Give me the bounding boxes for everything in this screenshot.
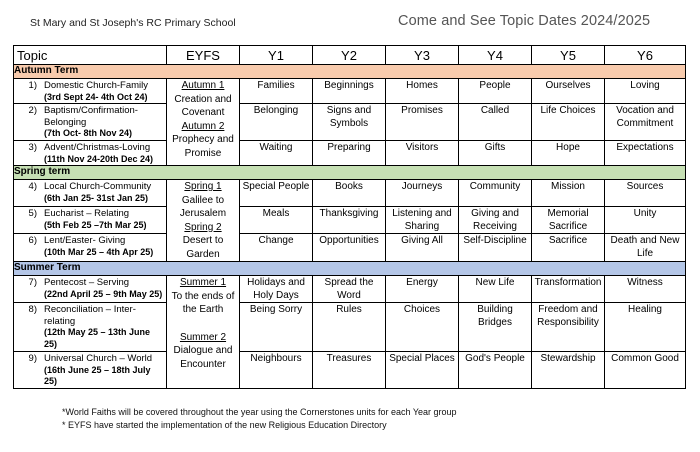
topic-cell xyxy=(14,180,167,207)
table-cell: Called xyxy=(459,104,532,141)
school-name: St Mary and St Joseph's RC Primary School xyxy=(30,17,236,29)
topic-name: Pentecost – Serving xyxy=(44,277,130,288)
col-y2: Y2 xyxy=(313,46,386,65)
table-cell: Treasures xyxy=(313,352,386,389)
table-cell: Beginnings xyxy=(313,79,386,104)
table-cell: Community xyxy=(459,180,532,207)
table-cell: Life Choices xyxy=(532,104,605,141)
col-y1: Y1 xyxy=(240,46,313,65)
topic-dates-table xyxy=(13,45,686,389)
topic-number: 4) xyxy=(28,181,37,192)
table-cell: Listening and Sharing xyxy=(386,207,459,234)
eyfs-unit-text: Galilee to Jerusalem xyxy=(179,194,227,219)
table-cell: Signs and Symbols xyxy=(313,104,386,141)
topic-number: 7) xyxy=(28,277,37,288)
table-cell: Vocation and Commitment xyxy=(605,104,686,141)
topic-name: Universal Church – World xyxy=(44,353,153,364)
table-cell: Waiting xyxy=(240,141,313,166)
table-cell: Books xyxy=(313,180,386,207)
topic-cell xyxy=(14,207,167,234)
table-cell: Transformation xyxy=(532,276,605,303)
table-cell: Special People xyxy=(240,180,313,207)
table-cell: Opportunities xyxy=(313,234,386,262)
col-y3: Y3 xyxy=(386,46,459,65)
eyfs-cell xyxy=(167,79,240,166)
table-cell: Energy xyxy=(386,276,459,303)
topic-cell xyxy=(14,104,167,141)
table-cell: Belonging xyxy=(240,104,313,141)
eyfs-unit-label: Spring 1 xyxy=(184,181,222,192)
topic-dates: (11th Nov 24-20th Dec 24) xyxy=(44,153,154,164)
topic-name: Advent/Christmas-Loving xyxy=(44,142,151,153)
table-cell: Gifts xyxy=(459,141,532,166)
topic-number: 8) xyxy=(28,304,37,315)
footnote: * EYFS have started the implementation of the new Religious Education Directory xyxy=(62,420,387,430)
eyfs-cell xyxy=(167,276,240,389)
table-cell: Self-Discipline xyxy=(459,234,532,262)
col-topic: Topic xyxy=(14,46,167,65)
table-cell: Homes xyxy=(386,79,459,104)
term-label: Summer Term xyxy=(14,262,686,276)
topic-cell xyxy=(14,234,167,262)
table-cell: Neighbours xyxy=(240,352,313,389)
topic-name: Local Church-Community xyxy=(44,181,152,192)
topic-name: Domestic Church-Family xyxy=(44,80,148,91)
table-cell: New Life xyxy=(459,276,532,303)
table-row xyxy=(14,276,686,303)
table-cell: Ourselves xyxy=(532,79,605,104)
table-cell: Promises xyxy=(386,104,459,141)
table-cell: Unity xyxy=(605,207,686,234)
col-y6: Y6 xyxy=(605,46,686,65)
topic-dates: (10th Mar 25 – 4th Apr 25) xyxy=(44,246,154,257)
topic-cell xyxy=(14,352,167,389)
eyfs-unit-label: Summer 2 xyxy=(179,331,227,343)
term-row-summer xyxy=(14,262,686,276)
table-cell: Stewardship xyxy=(532,352,605,389)
table-cell: Journeys xyxy=(386,180,459,207)
topic-dates: (6th Jan 25- 31st Jan 25) xyxy=(44,192,149,203)
footnotes xyxy=(62,406,457,432)
topic-name: Reconciliation – Inter-relating xyxy=(44,304,136,327)
topic-dates: (5th Feb 25 –7th Mar 25) xyxy=(44,219,147,230)
table-row xyxy=(14,141,686,166)
topic-dates: (22nd April 25 – 9th May 25) xyxy=(44,288,163,299)
topic-number: 1) xyxy=(28,80,37,91)
table-cell: Expectations xyxy=(605,141,686,166)
table-cell: Special Places xyxy=(386,352,459,389)
table-cell: Common Good xyxy=(605,352,686,389)
table-cell: People xyxy=(459,79,532,104)
col-y4: Y4 xyxy=(459,46,532,65)
eyfs-unit-label: Autumn 1 xyxy=(181,80,225,91)
header-row xyxy=(14,46,686,65)
footnote: *World Faiths will be covered throughout the year using the Cornerstones units for each Year group xyxy=(62,407,457,417)
topic-dates: (7th Oct- 8th Nov 24) xyxy=(44,128,133,138)
topic-number: 3) xyxy=(28,142,37,153)
topic-cell xyxy=(14,141,167,166)
table-cell: Healing xyxy=(605,303,686,352)
topic-number: 9) xyxy=(28,353,37,364)
table-cell: Death and New Life xyxy=(605,234,686,262)
col-eyfs: EYFS xyxy=(167,46,240,65)
table-cell: Rules xyxy=(313,303,386,352)
table-row xyxy=(14,104,686,141)
table-cell: Building Bridges xyxy=(459,303,532,352)
table-cell: Spread the Word xyxy=(313,276,386,303)
topic-dates: (12th May 25 – 13th June 25) xyxy=(44,327,151,349)
table-cell: Loving xyxy=(605,79,686,104)
table-cell: Families xyxy=(240,79,313,104)
table-row xyxy=(14,180,686,207)
eyfs-unit-label: Autumn 2 xyxy=(181,120,225,132)
document-title: Come and See Topic Dates 2024/2025 xyxy=(398,13,651,29)
eyfs-unit-label: Summer 1 xyxy=(179,277,227,288)
topic-dates: (16th June 25 – 18th July 25) xyxy=(44,364,151,386)
table-row xyxy=(14,79,686,104)
table-cell: Meals xyxy=(240,207,313,234)
eyfs-unit-text: Creation and Covenant xyxy=(174,93,232,118)
topic-cell xyxy=(14,79,167,104)
table-cell: Mission xyxy=(532,180,605,207)
table-cell: Holidays and Holy Days xyxy=(240,276,313,303)
term-label: Spring term xyxy=(14,166,686,180)
table-row xyxy=(14,234,686,262)
table-cell: Change xyxy=(240,234,313,262)
topic-name: Eucharist – Relating xyxy=(44,208,130,219)
table-cell: Giving and Receiving xyxy=(459,207,532,234)
term-label: Autumn Term xyxy=(14,65,686,79)
table-cell: Sacrifice xyxy=(532,234,605,262)
eyfs-unit-text: Dialogue and Encounter xyxy=(173,345,233,370)
topic-cell xyxy=(14,276,167,303)
table-row xyxy=(14,303,686,352)
table-row xyxy=(14,352,686,389)
table-cell: Thanksgiving xyxy=(313,207,386,234)
col-y5: Y5 xyxy=(532,46,605,65)
table-cell: Being Sorry xyxy=(240,303,313,352)
table-cell: Witness xyxy=(605,276,686,303)
table-cell: Memorial Sacrifice xyxy=(532,207,605,234)
topic-name: Baptism/Confirmation-Belonging xyxy=(44,105,138,128)
table-cell: Visitors xyxy=(386,141,459,166)
table-row xyxy=(14,207,686,234)
eyfs-cell xyxy=(167,180,240,262)
eyfs-unit-text: Prophecy and Promise xyxy=(172,134,234,159)
table-cell: Choices xyxy=(386,303,459,352)
table-cell: Hope xyxy=(532,141,605,166)
eyfs-unit-label: Spring 2 xyxy=(184,221,222,233)
table-cell: Giving All xyxy=(386,234,459,262)
table-cell: Preparing xyxy=(313,141,386,166)
eyfs-unit-text: To the ends of the Earth xyxy=(171,290,235,315)
topic-name: Lent/Easter- Giving xyxy=(44,235,126,246)
topic-number: 6) xyxy=(28,235,37,246)
topic-cell xyxy=(14,303,167,352)
term-row-spring xyxy=(14,166,686,180)
topic-number: 2) xyxy=(28,105,37,116)
topic-number: 5) xyxy=(28,208,37,219)
topic-dates: (3rd Sept 24- 4th Oct 24) xyxy=(44,91,148,102)
table-cell: Freedom and Responsibility xyxy=(532,303,605,352)
term-row-autumn xyxy=(14,65,686,79)
table-cell: Sources xyxy=(605,180,686,207)
eyfs-unit-text: Desert to Garden xyxy=(182,235,224,260)
table-cell: God's People xyxy=(459,352,532,389)
